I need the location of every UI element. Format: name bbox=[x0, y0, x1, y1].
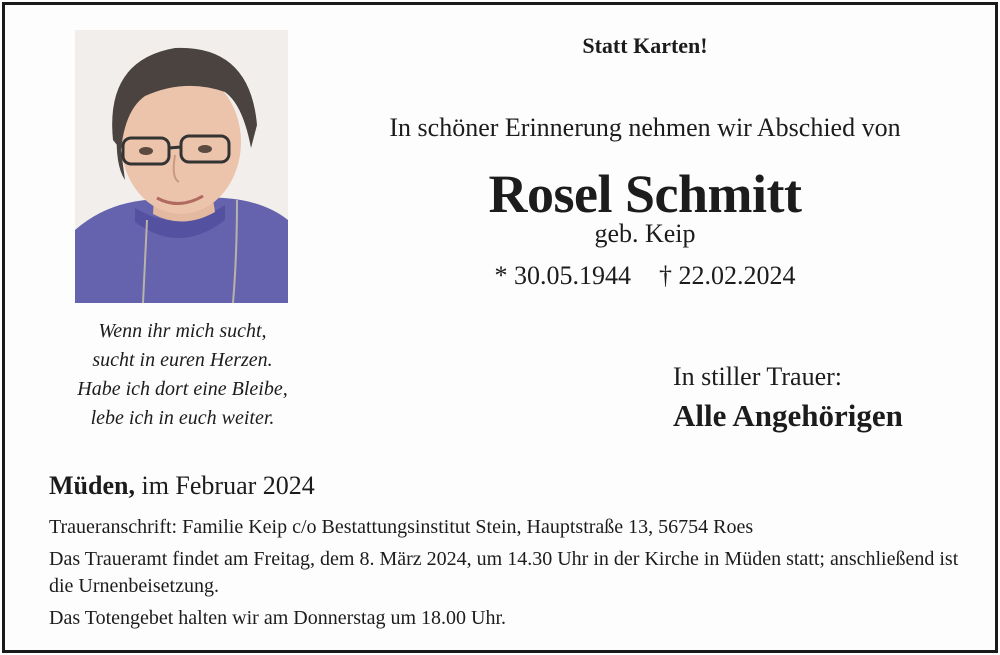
portrait-photo bbox=[75, 30, 288, 303]
place-date-line bbox=[49, 471, 315, 501]
birth-date: * 30.05.1944 bbox=[494, 261, 631, 290]
verse-line: sucht in euren Herzen. bbox=[92, 349, 273, 371]
maiden-name: geb. Keip bbox=[594, 219, 696, 248]
headline: Statt Karten! bbox=[582, 33, 708, 58]
verse-line: Habe ich dort eine Bleibe, bbox=[77, 378, 288, 400]
intro-text: In schöner Erinnerung nehmen wir Abschied von bbox=[389, 113, 901, 142]
prayer-info: Das Totengebet halten wir am Donnerstag um 18.00 Uhr. bbox=[49, 607, 507, 629]
verse-line: Wenn ihr mich sucht, bbox=[98, 320, 267, 342]
mourning-block bbox=[673, 360, 973, 438]
portrait-illustration bbox=[75, 30, 288, 303]
mourning-address: Traueranschrift: Familie Keip c/o Bestattungsinstitut Stein, Hauptstraße 13, 56754 Roes bbox=[49, 516, 754, 538]
date-line: im Februar 2024 bbox=[141, 471, 315, 500]
verse-line: lebe ich in euch weiter. bbox=[90, 407, 275, 429]
service-info: Das Traueramt findet am Freitag, dem 8. März 2024, um 14.30 Uhr in der Kirche in Müden statt; anschließend ist die Urnenbeisetzung. bbox=[49, 548, 959, 597]
deceased-name: Rosel Schmitt bbox=[488, 164, 802, 224]
obituary-card bbox=[2, 2, 998, 653]
place-name: Müden, bbox=[49, 471, 135, 500]
death-date: † 22.02.2024 bbox=[659, 261, 796, 290]
life-dates bbox=[445, 261, 845, 291]
mourning-label: In stiller Trauer: bbox=[673, 362, 842, 391]
mourners: Alle Angehörigen bbox=[673, 398, 903, 433]
verse bbox=[45, 317, 320, 433]
info-block bbox=[49, 514, 979, 637]
